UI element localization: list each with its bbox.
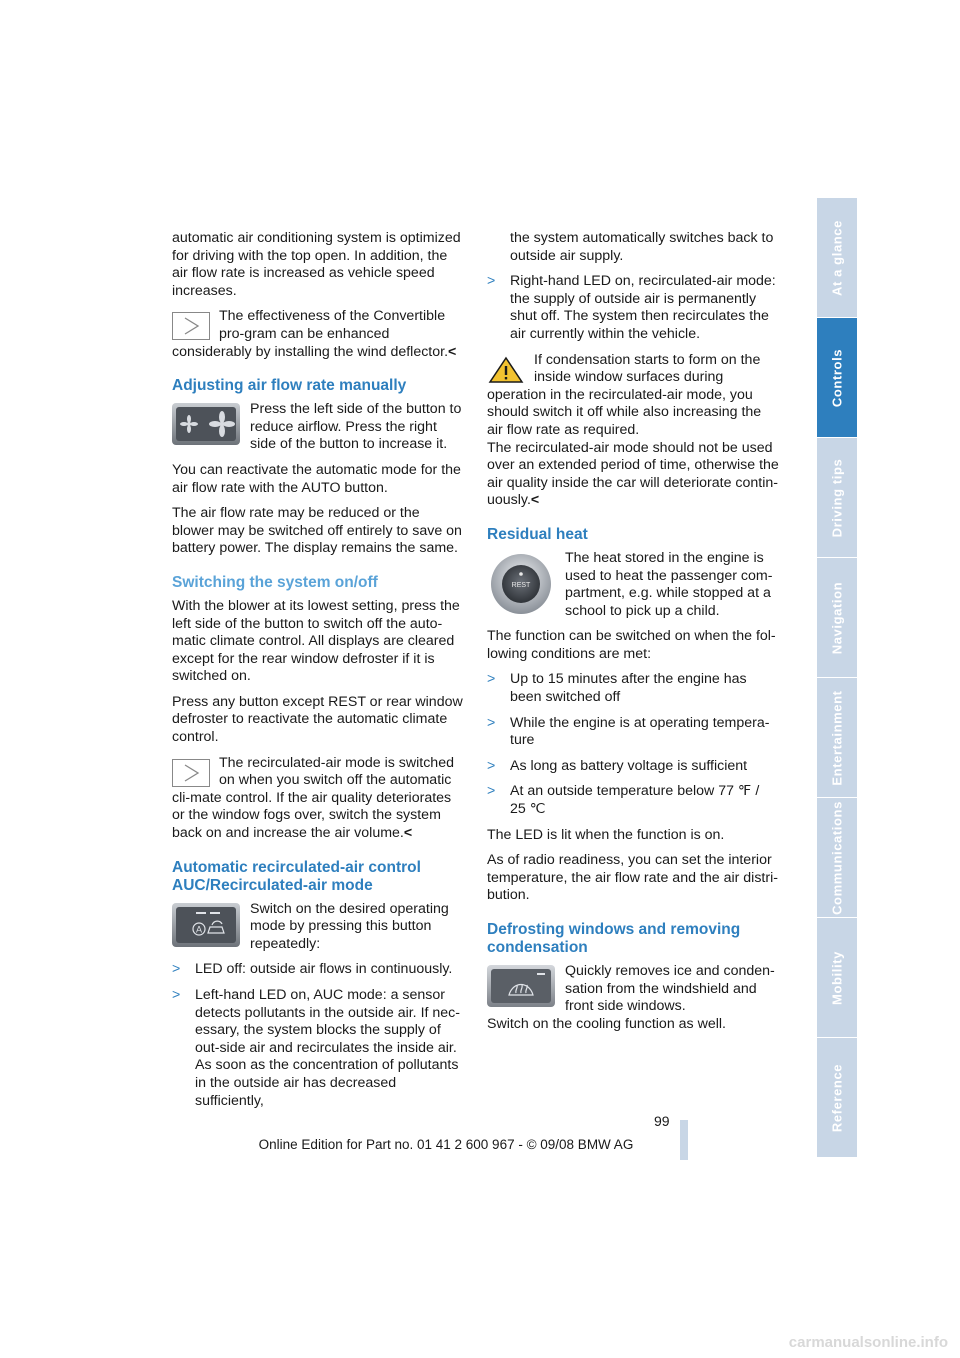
bullet-marker: > xyxy=(487,671,496,688)
heading-auc: Automatic recirculated-air control AUC/Recirculated-air mode xyxy=(172,858,421,894)
air-flow-figure-block xyxy=(172,401,464,462)
bullet-marker: > xyxy=(487,714,496,731)
tab-mobility[interactable]: Mobility xyxy=(817,918,857,1037)
note-text: The effectiveness of the Convertible pro-gram can be enhanced considerably by installing the wind deflector. xyxy=(172,308,449,360)
tab-navigation[interactable]: Navigation xyxy=(817,558,857,677)
warning-text-2: The recirculated-air mode should not be used over an extended period of time, otherwise the air quality inside the car will deteriorate contin-uously.< xyxy=(487,439,779,509)
svg-text:A: A xyxy=(195,924,203,935)
note-icon xyxy=(172,312,210,340)
watermark: carmanualsonline.info xyxy=(788,1334,948,1351)
note-text: The recirculated-air mode is switched on when you switch off the automatic cli-mate control. If the air quality deteriorates or the window fogs over, switch the system back on and increase the air volume. xyxy=(172,754,454,842)
residual-bullet-3 xyxy=(487,758,779,776)
residual-figure-text: The heat stored in the engine is used to heat the passenger com-partment, e.g. while stopped at a school to pick up a child. xyxy=(565,549,773,619)
heading-switching: Switching the system on/off xyxy=(172,573,378,591)
left-column xyxy=(172,230,464,1118)
auc-button-image xyxy=(172,903,240,947)
air-flow-figure-text: Press the left side of the button to reduce airflow. Press the right side of the button to increase it. xyxy=(250,401,462,453)
residual-paragraph-2: The LED is lit when the function is on. xyxy=(487,826,725,843)
right-column xyxy=(487,230,779,1041)
note-recirculated xyxy=(172,755,464,843)
tab-at-a-glance[interactable]: At a glance xyxy=(817,198,857,317)
bullet-text: At an outside temperature below 77 ℉ / 25 ℃ xyxy=(510,783,760,818)
bullet-text: While the engine is at operating tempera-ture xyxy=(510,714,770,749)
bullet-text: LED off: outside air flows in continuously. xyxy=(195,961,453,978)
defrost-figure-text: Quickly removes ice and conden-sation from the windshield and front side windows. xyxy=(565,963,775,1015)
defrost-paragraph: Switch on the cooling function as well. xyxy=(487,1015,726,1032)
footer-edition: Online Edition for Part no. 01 41 2 600 967 - © 09/08 BMW AG xyxy=(258,1137,634,1152)
tab-driving-tips[interactable]: Driving tips xyxy=(817,438,857,557)
auc-figure-block xyxy=(172,901,464,962)
heading-residual-heat: Residual heat xyxy=(487,525,588,543)
bullet-text: the system automatically switches back to outside air supply. xyxy=(510,230,774,264)
residual-bullet-1 xyxy=(487,671,779,706)
bullet-text: Left-hand LED on, AUC mode: a sensor detects pollutants in the outside air. If nec-essary, the system blocks the supply of out-side air and recirculates the inside air. As soon as the concentration of pollutants in the outside air has decreased sufficiently, xyxy=(195,987,460,1109)
tab-controls[interactable]: Controls xyxy=(817,318,857,437)
auc-bullet-left-led xyxy=(172,987,464,1110)
residual-bullet-4 xyxy=(487,783,779,818)
auc-bullet-led-off xyxy=(172,961,464,979)
defrost-figure-block xyxy=(487,963,779,1024)
bullet-text: As long as battery voltage is sufficient xyxy=(510,757,748,774)
bullet-marker: > xyxy=(487,757,496,774)
tab-entertainment[interactable]: Entertainment xyxy=(817,678,857,797)
section-tabs xyxy=(817,198,857,1160)
bullet-marker: > xyxy=(487,783,496,800)
page-number: 99 xyxy=(654,1113,670,1129)
auc-figure-text: Switch on the desired operating mode by pressing this button repeatedly: xyxy=(250,900,449,952)
note-icon xyxy=(172,759,210,787)
heading-air-flow: Adjusting air flow rate manually xyxy=(172,377,407,395)
auc-bullet-right-led xyxy=(487,273,779,343)
end-marker: < xyxy=(403,825,413,842)
bullet-text: Up to 15 minutes after the engine has been switched off xyxy=(510,671,747,706)
residual-bullet-2 xyxy=(487,715,779,750)
residual-paragraph-3: As of radio readiness, you can set the interior temperature, the air flow rate and the air distri-bution. xyxy=(487,852,778,904)
note-convertible xyxy=(172,308,464,361)
bullet-marker: > xyxy=(487,273,496,290)
bullet-marker: > xyxy=(172,987,181,1003)
end-marker: < xyxy=(530,492,540,509)
air-flow-paragraph-1: You can reactivate the automatic mode for the air flow rate with the AUTO button. xyxy=(172,461,461,496)
tab-communications[interactable]: Communications xyxy=(817,798,857,917)
warning-condensation xyxy=(487,352,779,440)
defrost-button-image xyxy=(487,965,555,1007)
switching-paragraph-2: Press any button except REST or rear window defroster to reactivate the automatic climate control. xyxy=(172,693,463,746)
residual-paragraph-1: The function can be switched on when the fol-lowing conditions are met: xyxy=(487,628,776,662)
tab-reference[interactable]: Reference xyxy=(817,1038,857,1157)
warning-icon xyxy=(487,356,525,384)
rest-label: REST xyxy=(511,581,531,589)
bullet-text: Right-hand LED on, recirculated-air mode: the supply of outside air is permanently shut off. The system then recirculates the air currently within the vehicle. xyxy=(510,273,776,342)
end-marker: < xyxy=(448,343,457,360)
rest-button-image xyxy=(487,552,555,616)
intro-paragraph: automatic air conditioning system is optimized for driving with the top open. In addition, the air flow rate is increased as vehicle speed increases. xyxy=(172,230,461,299)
switching-paragraph-1: With the blower at its lowest setting, press the left side of the button to switch off the auto-matic climate control. All displays are cleared except for the rear window defroster if it is switched on. xyxy=(172,597,460,685)
warning-text: If condensation starts to form on the inside window surfaces during operation in the recirculated-air mode, you should switch it off while also increasing the air flow rate as required. xyxy=(487,351,762,438)
auc-bullet-continuation xyxy=(487,230,779,265)
air-flow-button-image xyxy=(172,403,240,445)
air-flow-paragraph-2: The air flow rate may be reduced or the blower may be switched off entirely to save on battery power. The display remains the same. xyxy=(172,505,462,557)
residual-figure-block xyxy=(487,550,779,628)
heading-defrost: Defrosting windows and removing condensation xyxy=(487,921,741,956)
bullet-marker: > xyxy=(172,961,181,978)
